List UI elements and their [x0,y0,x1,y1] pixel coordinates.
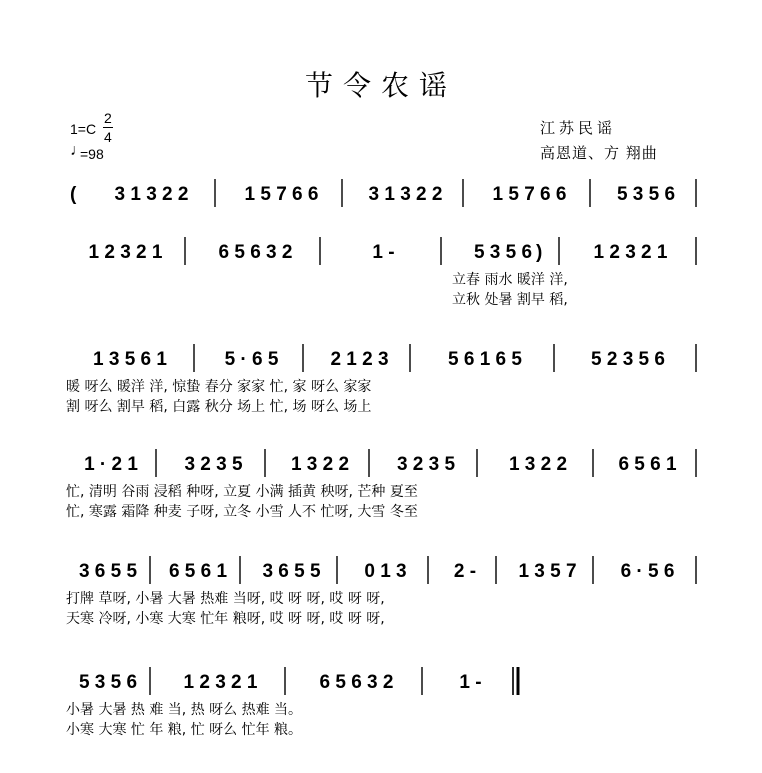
tempo-marking: =98 [80,146,104,162]
measure-notes: 6 5 6 1 [618,454,677,475]
measure-notes: 1 3 2 2 [290,454,350,475]
measure-notes: 1 2 3 2 1 [183,672,258,693]
lyric-line: 忙, 寒露 霜降 种麦 子呀, 立冬 小雪 人不 忙呀, 大雪 冬至 [66,504,418,520]
lyric-line: 割 呀么 割早 稻, 白露 秋分 场上 忙, 场 呀么 场上 [66,399,372,415]
measure-notes: 1 3 5 6 1 [93,349,167,370]
measure-notes: 6 5 6 3 2 [319,672,394,693]
measure-notes: 1 5 7 6 6 [244,184,319,205]
measure-notes: 3 2 3 5 [184,454,243,475]
measure-notes: 1 2 3 2 1 [593,242,668,263]
measure-notes: 1 3 2 2 [508,454,568,475]
measure-notes: 6 5 6 1 [168,561,228,582]
measure-notes: 0 1 3 [364,561,407,582]
key-signature: 1=C [70,121,97,137]
credit-origin: 江苏民谣 [540,119,617,137]
lyric-line: 立春 雨水 暖洋 洋, [452,272,568,288]
time-signature-bottom: 4 [104,129,112,145]
measure-notes: 5 3 5 6 [78,672,138,693]
measure-notes: 3 6 5 5 [262,561,321,582]
lyric-line: 忙, 清明 谷雨 浸稻 种呀, 立夏 小满 插黄 秧呀, 芒种 夏至 [66,484,418,500]
measure-notes: 5 6 1 6 5 [448,349,522,370]
measure-notes: 3 6 5 5 [78,561,138,582]
measure-notes: 5 3 5 6 [473,242,533,263]
close-paren: ) [536,242,543,263]
measure-notes: 1 - [372,242,395,263]
measure-notes: 6 5 6 3 2 [218,242,293,263]
measure-notes: 2 1 2 3 [330,349,389,370]
measure-notes: 5 · 6 5 [224,349,279,370]
measure-notes: 3 2 3 5 [396,454,456,475]
lyric-line: 天寒 冷呀, 小寒 大寒 忙年 粮呀, 哎 呀 呀, 哎 呀 呀, [66,611,385,627]
credit-composer: 高恩道、方 翔曲 [540,144,658,162]
measure-notes: 3 1 3 2 2 [114,184,189,205]
measure-notes: 1 5 7 6 6 [492,184,567,205]
quarter-note-icon: ♩ [70,142,86,159]
measure-notes: 1 2 3 2 1 [88,242,163,263]
measure-notes: 1 · 2 1 [84,454,138,475]
time-signature-top: 2 [104,110,112,126]
measure-notes: 3 1 3 2 2 [368,184,443,205]
lyric-line: 暖 呀么 暖洋 洋, 惊蛰 春分 家家 忙, 家 呀么 家家 [66,379,372,395]
measure-notes: 5 3 5 6 [616,184,676,205]
lyric-line: 打牌 草呀, 小暑 大暑 热难 当呀, 哎 呀 呀, 哎 呀 呀, [66,591,385,607]
open-paren: ( [70,184,77,205]
measure-notes: 2 - [453,561,477,582]
measure-notes: 6 · 5 6 [620,561,675,582]
measure-notes: 5 2 3 5 6 [591,349,665,370]
measure-notes: 1 - [459,672,482,693]
lyric-line: 小寒 大寒 忙 年 粮, 忙 呀么 忙年 粮。 [66,722,303,738]
lyric-line: 小暑 大暑 热 难 当, 热 呀么 热难 当。 [66,702,303,718]
lyric-line: 立秋 处暑 割早 稻, [452,292,568,308]
measure-notes: 1 3 5 7 [518,561,577,582]
song-title: 节令农谣 [304,69,457,102]
